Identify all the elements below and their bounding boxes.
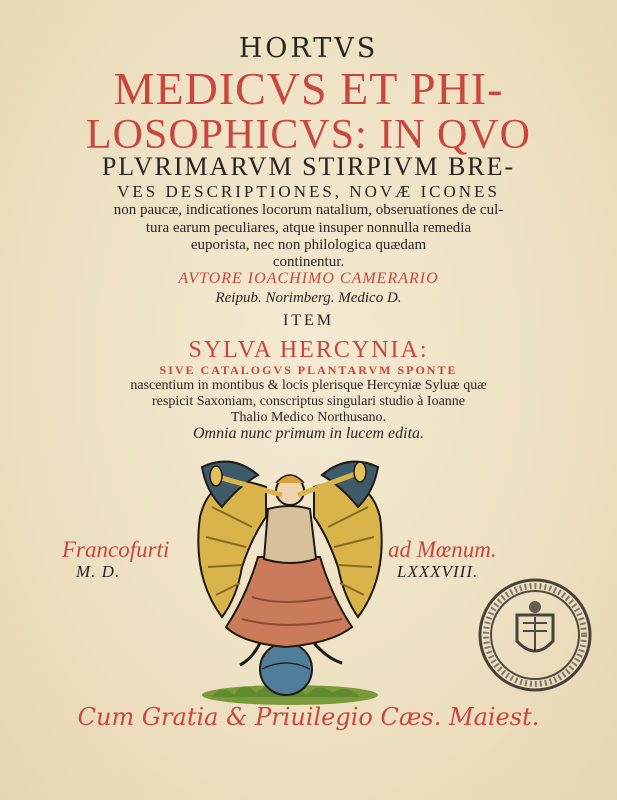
- sylva-title: SYLVA HERCYNIA:: [188, 337, 429, 363]
- sylva-line-3: Thalio Medico Northusano.: [230, 410, 387, 425]
- sylva-line-2: respicit Saxoniam, conscriptus singulari studio à Ioanne: [152, 394, 465, 409]
- imprint-year-right: LXXXVIII.: [397, 562, 479, 581]
- author-line: AVTORE IOACHIMO CAMERARIO: [178, 270, 439, 287]
- imprint-year-left: M. D.: [76, 562, 121, 581]
- author-role: Reipub. Norimberg. Medico D.: [215, 290, 402, 306]
- library-stamp-seal: [477, 577, 594, 694]
- sylva-line-1: nascentium in montibus & locis plerisque Hercyniæ Syluæ quæ: [130, 378, 487, 393]
- title-line-5: VES DESCRIPTIONES, NOVÆ ICONES: [117, 182, 500, 201]
- title-line-1: HORTVS: [238, 33, 379, 64]
- description-line-2: tura earum peculiares, atque insuper nonnulla remedia: [145, 220, 472, 236]
- fame-woodcut-illustration: [182, 447, 398, 709]
- imprint-place-left: Francofurti: [62, 537, 170, 562]
- imprint-place-right: ad Mœnum.: [388, 537, 497, 562]
- title-line-2: MEDICVS ET PHI-: [113, 63, 504, 114]
- sylva-subtitle: SIVE CATALOGVS PLANTARVM SPONTE: [159, 363, 458, 377]
- description-line-1: non paucæ, indicationes locorum natalium, obseruationes de cul-: [113, 202, 504, 218]
- title-line-4: PLVRIMARVM STIRPIVM BRE-: [101, 152, 516, 181]
- description-line-3: euporista, nec non philologica quædam: [190, 237, 427, 253]
- privilege-line: Cum Gratia & Priuilegio Cæs. Maiest.: [77, 703, 540, 731]
- omnia-line: Omnia nunc primum in lucem edita.: [192, 425, 425, 442]
- item-heading: ITEM: [282, 312, 335, 329]
- title-line-3: LOSOPHICVS: IN QVO: [85, 112, 532, 158]
- description-line-4: continentur.: [272, 254, 345, 270]
